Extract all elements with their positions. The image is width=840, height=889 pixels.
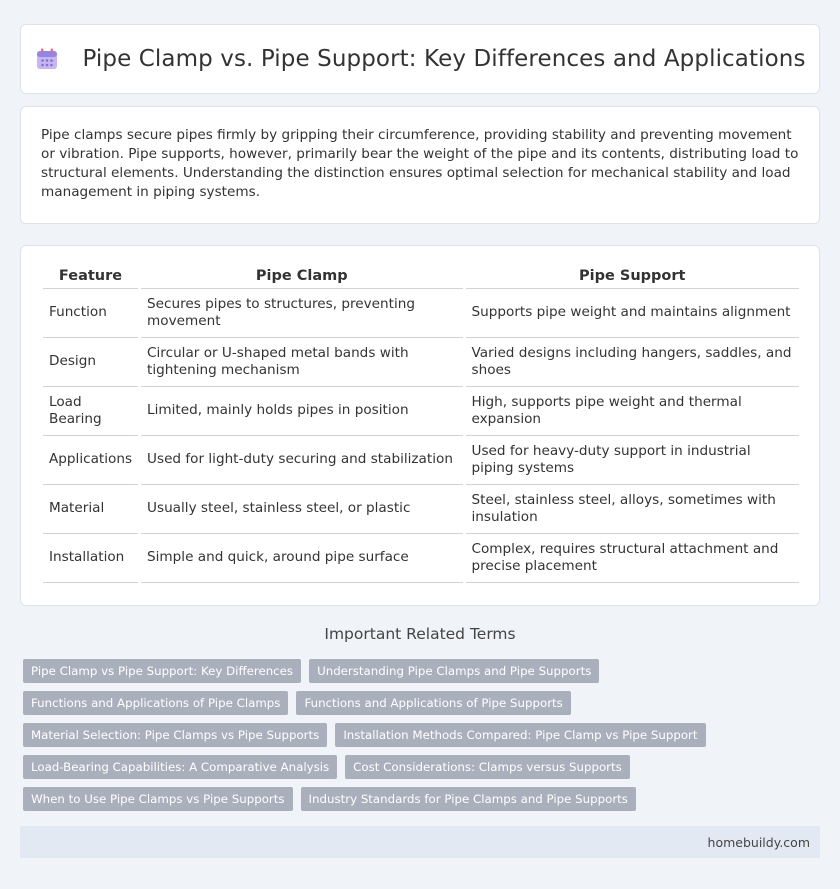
calendar-icon — [34, 46, 60, 72]
header-feature: Feature — [43, 263, 138, 289]
pipe-clamp-cell: Usually steel, stainless steel, or plastic — [141, 485, 462, 534]
page-footer — [20, 826, 820, 858]
pipe-support-cell: Supports pipe weight and maintains alignment — [466, 289, 800, 338]
pipe-support-cell: Complex, requires structural attachment and precise placement — [466, 534, 800, 583]
feature-cell: Material — [43, 485, 138, 534]
intro-section — [20, 106, 820, 224]
feature-cell: Function — [43, 289, 138, 338]
pipe-clamp-cell: Secures pipes to structures, preventing movement — [141, 289, 462, 338]
footer-site-link[interactable]: homebuildy.com — [707, 834, 810, 850]
page-header — [20, 24, 820, 94]
pipe-clamp-cell: Used for light-duty securing and stabilization — [141, 436, 462, 485]
pipe-support-cell: Used for heavy-duty support in industrial piping systems — [466, 436, 800, 485]
header-pipe-clamp: Pipe Clamp — [141, 263, 462, 289]
feature-cell: Applications — [43, 436, 138, 485]
table-row — [43, 485, 799, 534]
pipe-clamp-cell: Limited, mainly holds pipes in position — [141, 387, 462, 436]
feature-cell: Load Bearing — [43, 387, 138, 436]
feature-cell: Installation — [43, 534, 138, 583]
related-term-tag[interactable]: When to Use Pipe Clamps vs Pipe Supports — [23, 787, 293, 811]
feature-cell: Design — [43, 338, 138, 387]
pipe-clamp-cell: Simple and quick, around pipe surface — [141, 534, 462, 583]
related-terms-title: Important Related Terms — [324, 625, 516, 643]
related-term-tag[interactable]: Load-Bearing Capabilities: A Comparative Analysis — [23, 755, 337, 779]
pipe-clamp-cell: Circular or U-shaped metal bands with tightening mechanism — [141, 338, 462, 387]
intro-text: Pipe clamps secure pipes firmly by gripping their circumference, providing stability and preventing movement or vibration. Pipe supports, however, primarily bear the weight of the pipe and its contents, distributing load to structural elements. Understanding the distinction ensures optimal selection for mechanical stability and load management in piping systems. — [41, 127, 799, 200]
related-term-tag[interactable]: Understanding Pipe Clamps and Pipe Supports — [309, 659, 599, 683]
table-row — [43, 289, 799, 338]
related-term-tag[interactable]: Pipe Clamp vs Pipe Support: Key Differences — [23, 659, 301, 683]
related-term-tag[interactable]: Cost Considerations: Clamps versus Supports — [345, 755, 630, 779]
related-term-tag[interactable]: Functions and Applications of Pipe Clamps — [23, 691, 288, 715]
table-row — [43, 534, 799, 583]
related-terms-list — [23, 659, 823, 819]
comparison-table — [43, 263, 799, 583]
pipe-support-cell: High, supports pipe weight and thermal expansion — [466, 387, 800, 436]
page-title: Pipe Clamp vs. Pipe Support: Key Differences and Applications — [82, 46, 806, 72]
related-term-tag[interactable]: Industry Standards for Pipe Clamps and Pipe Supports — [301, 787, 636, 811]
table-row — [43, 387, 799, 436]
related-term-tag[interactable]: Material Selection: Pipe Clamps vs Pipe Supports — [23, 723, 327, 747]
comparison-table-card — [20, 245, 820, 606]
pipe-support-cell: Steel, stainless steel, alloys, sometimes with insulation — [466, 485, 800, 534]
table-header-row — [43, 263, 799, 289]
related-term-tag[interactable]: Installation Methods Compared: Pipe Clamp vs Pipe Support — [335, 723, 705, 747]
table-row — [43, 436, 799, 485]
table-row — [43, 338, 799, 387]
related-term-tag[interactable]: Functions and Applications of Pipe Supports — [296, 691, 570, 715]
pipe-support-cell: Varied designs including hangers, saddles, and shoes — [466, 338, 800, 387]
header-pipe-support: Pipe Support — [466, 263, 800, 289]
